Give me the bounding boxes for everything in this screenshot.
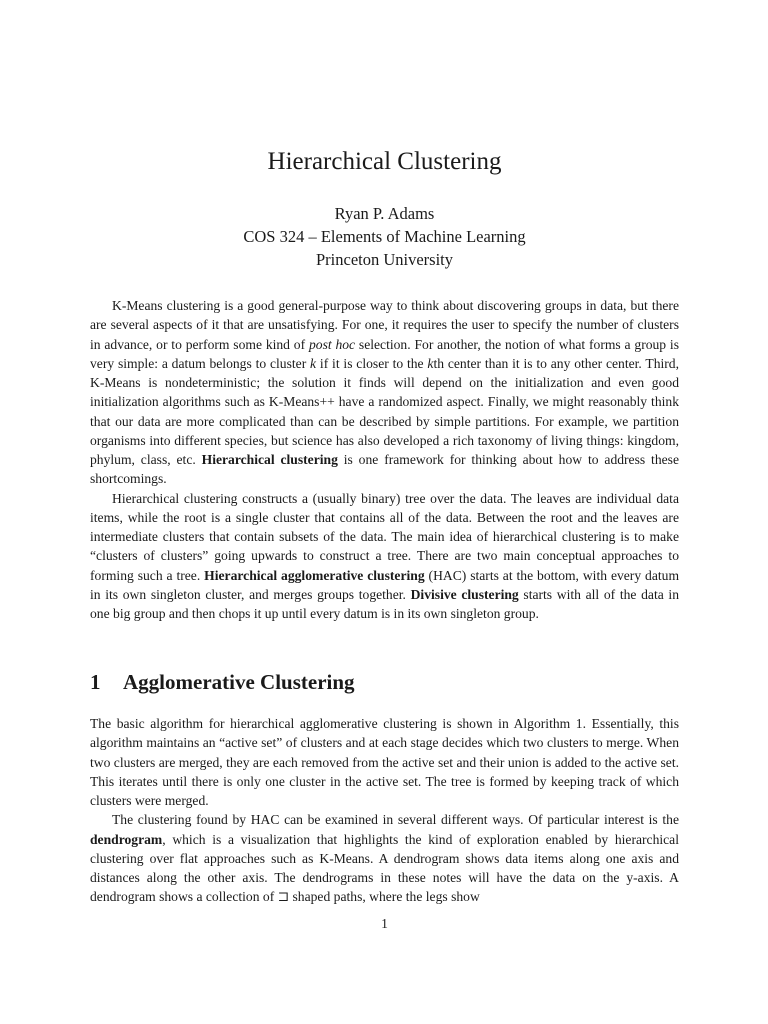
- term-hac: Hierarchical agglomerative clustering: [204, 567, 425, 583]
- section-paragraph-2: The clustering found by HAC can be examined in several different ways. Of particular interest is the dendrogram, which is a visualization that highlights the kind of exploration enabled by hierarchical clustering over flat approaches such as K-Means. A dendrogram shows data items along one axis and distances along the other axis. The dendrograms in these notes will have the data on the y-axis. A dendrogram shows a collection of ⊐ shaped paths, where the legs show: [90, 812, 679, 905]
- section-paragraph-1: The basic algorithm for hierarchical agglomerative clustering is shown in Algorithm 1. Essentially, this algorithm maintains an “active set” of clusters and at each stage decides which two clusters to merge. When two clusters are merged, they are each removed from the active set and their union is added to the active set. This iterates until there is only one cluster in the active set. The tree is formed by keeping track of which clusters were merged.: [90, 716, 679, 808]
- intro-paragraph-1: K-Means clustering is a good general-purpose way to think about discovering groups in data, but there are several aspects of it that are unsatisfying. For one, it requires the user to specify the number of clusters in advance, or to perform some kind of post hoc selection. For another, the notion of what forms a group is very simple: a datum belongs to cluster k if it is closer to the kth center than it is to any other center. Third, K-Means is nondeterministic; the solution it finds will depend on the initialization and even good initialization algorithms such as K-Means++ have a randomized aspect. Finally, we might reasonably think that our data are more complicated than can be described by simple partitions. For example, we partition organisms into different species, but science has also developed a rich taxonomy of living things: kingdom, phylum, class, etc. Hierarchical clustering is one framework for thinking about how to address these shortcomings.: [90, 298, 679, 487]
- course-name: COS 324 – Elements of Machine Learning: [243, 227, 526, 246]
- page-number: 1: [381, 916, 388, 931]
- intro-text: [90, 296, 679, 623]
- section-agglomerative-clustering: [90, 668, 679, 907]
- intro-paragraph-2: Hierarchical clustering constructs a (usually binary) tree over the data. The leaves are individual data items, while the root is a single cluster that contains all of the data. Between the root and the leaves are intermediate clusters that contain subsets of the data. The main idea of hierarchical clustering is to make “clusters of clusters” going upwards to construct a tree. There are two main conceptual approaches to forming such a tree. Hierarchical agglomerative clustering (HAC) starts at the bottom, with every datum in its own singleton cluster, and merges groups together. Divisive clustering starts with all of the data in one big group and then chops it up until every datum is in its own singleton group.: [90, 490, 680, 621]
- section-number: 1: [90, 670, 101, 694]
- author-name: Ryan P. Adams: [334, 204, 435, 223]
- term-divisive-clustering: Divisive clustering: [410, 586, 519, 602]
- paper-title: Hierarchical Clustering: [267, 148, 502, 175]
- term-hierarchical-clustering: Hierarchical clustering: [201, 452, 338, 467]
- paper-page: [90, 0, 679, 1024]
- institution-name: Princeton University: [315, 250, 454, 269]
- section-title: Agglomerative Clustering: [123, 670, 355, 694]
- section-heading: [90, 668, 679, 696]
- term-dendrogram: dendrogram: [90, 831, 163, 847]
- author-block: [90, 202, 679, 271]
